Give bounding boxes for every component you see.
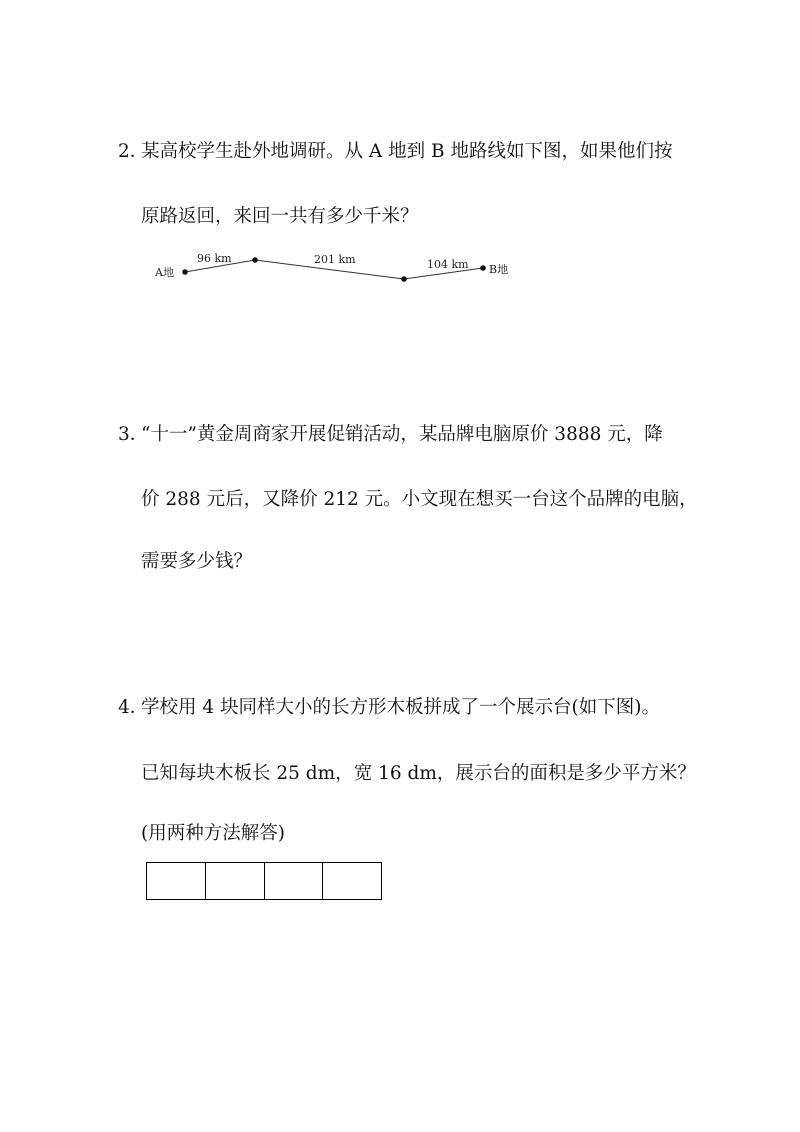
q2-number: 2． <box>118 141 149 162</box>
point-b-dot <box>480 265 486 271</box>
q3-number: 3． <box>118 424 149 445</box>
point-b-label: B地 <box>489 263 509 276</box>
q4-line-2: 已知每块木板长 25 dm，宽 16 dm，展示台的面积是多少平方米？ <box>141 763 696 784</box>
point-a-dot <box>182 269 188 275</box>
q3-line-2: 价 288 元后，又降价 212 元。小文现在想买一台这个品牌的电脑， <box>141 489 698 510</box>
q3-line-3: 需要多少钱？ <box>141 551 253 572</box>
board-cell <box>323 863 381 899</box>
segment-1-label: 96 km <box>197 252 232 265</box>
waypoint-1-dot <box>252 257 258 263</box>
board-cell <box>265 863 324 899</box>
q4-line-3: (用两种方法解答) <box>141 823 285 844</box>
board-cell <box>206 863 265 899</box>
display-stand-diagram <box>146 862 382 900</box>
q4-line-1: 学校用 4 块同样大小的长方形木板拼成了一个展示台(如下图)。 <box>141 697 660 718</box>
point-a-label: A地 <box>155 266 174 279</box>
q2-line-1: 某高校学生赴外地调研。从 A 地到 B 地路线如下图，如果他们按 <box>141 141 673 162</box>
board-cell <box>147 863 206 899</box>
waypoint-2-dot <box>401 276 407 282</box>
q4-number: 4． <box>118 697 149 718</box>
q3-line-1: “十一”黄金周商家开展促销活动，某品牌电脑原价 3888 元，降 <box>141 424 663 445</box>
q2-line-2: 原路返回，来回一共有多少千米？ <box>141 206 419 227</box>
segment-2-label: 201 km <box>314 253 356 266</box>
segment-3-label: 104 km <box>427 258 469 271</box>
